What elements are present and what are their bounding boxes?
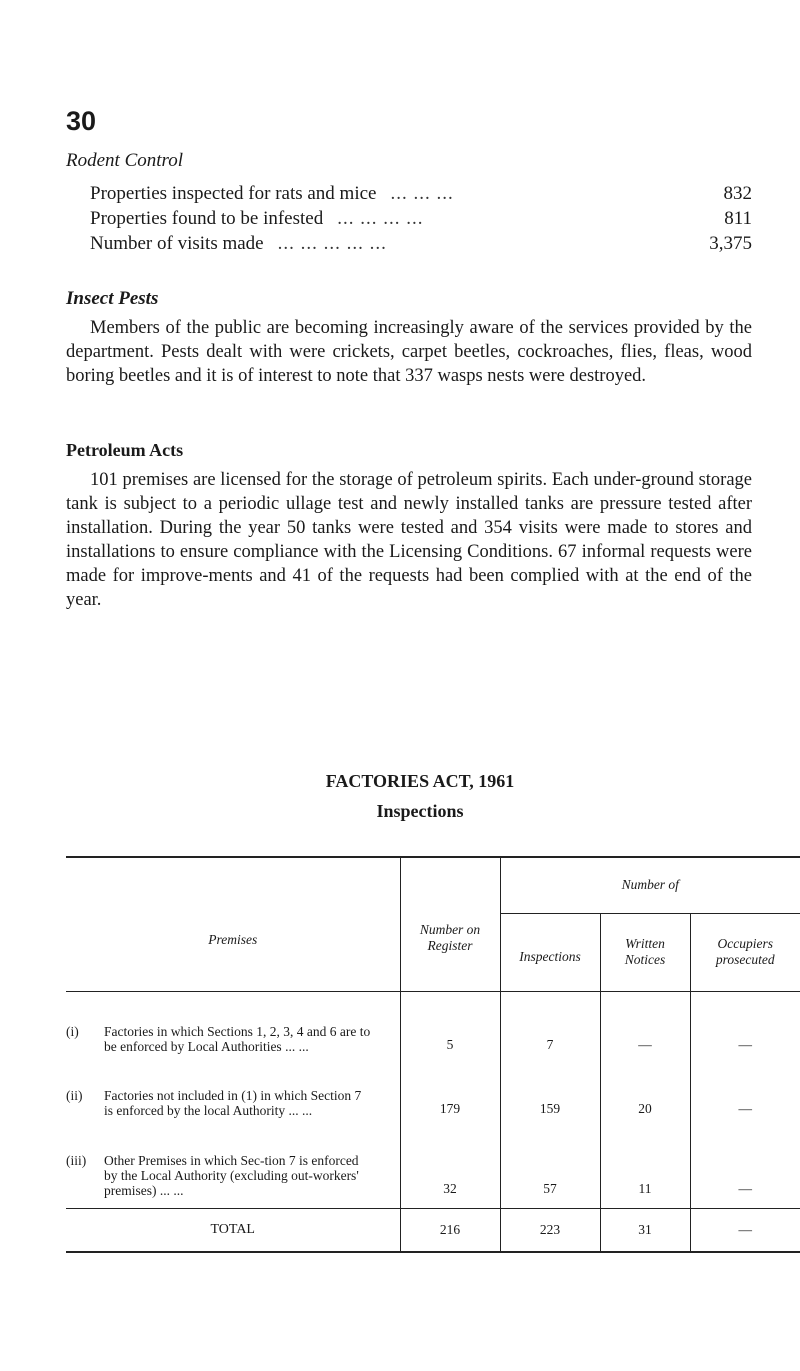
- col-header-prosecuted: Occupiers prosecuted: [690, 913, 800, 991]
- stat-row: [90, 183, 752, 205]
- row-number: (ii): [66, 1088, 83, 1103]
- notices-cell: 20: [600, 1056, 690, 1120]
- notices-cell: 11: [600, 1120, 690, 1209]
- table-row: [66, 1120, 800, 1209]
- premises-cell: [66, 992, 400, 1057]
- rodent-control-heading: Rodent Control: [66, 150, 183, 171]
- prosecuted-cell: —: [690, 1120, 800, 1209]
- row-number: (i): [66, 1024, 79, 1039]
- inspections-cell: 57: [500, 1120, 600, 1209]
- stat-label: Number of visits made: [90, 233, 264, 254]
- stat-value: 811: [724, 208, 752, 229]
- col-header-register: Number on Register: [400, 857, 500, 992]
- premises-cell: [66, 1056, 400, 1120]
- notices-cell: —: [600, 992, 690, 1057]
- inspections-table-wrap: [66, 856, 800, 1253]
- register-cell: 32: [400, 1120, 500, 1209]
- stat-row: [90, 208, 752, 230]
- prosecuted-cell: —: [738, 1101, 752, 1116]
- total-prosecuted: —: [690, 1209, 800, 1253]
- premises-cell: [66, 1120, 400, 1209]
- stat-label: Properties found to be infested: [90, 208, 324, 229]
- table-row: [66, 992, 800, 1057]
- leader-dots: ... ... ...: [390, 183, 454, 204]
- row-number: (iii): [66, 1153, 87, 1168]
- inspections-subtitle: Inspections: [376, 801, 464, 821]
- total-inspections: 223: [500, 1209, 600, 1253]
- premises-description: Other Premises in which Sec-tion 7 is enforced by the Local Authority (excluding out-workers' premises) ... ...: [104, 1153, 359, 1198]
- register-cell: 179: [400, 1056, 500, 1120]
- stat-value: 3,375: [709, 233, 752, 254]
- table-row: [66, 1056, 800, 1120]
- stat-value: 832: [723, 183, 752, 204]
- insect-pests-paragraph: Members of the public are becoming increasingly aware of the services provided by the department. Pests dealt with were crickets, carpet beetles, cockroaches, flies, fleas, wood boring beetles and it is of interest to note that 337 wasps nests were destroyed.: [66, 318, 752, 386]
- col-header-inspections: Inspections: [500, 913, 600, 991]
- col-header-notices: Written Notices: [600, 913, 690, 991]
- insect-pests-heading: Insect Pests: [66, 288, 159, 309]
- total-register: 216: [400, 1209, 500, 1253]
- petroleum-acts-paragraph: 101 premises are licensed for the storage of petroleum spirits. Each under-ground storage tank is subject to a periodic ullage test and newly installed tanks are pressure tested after installation. During the year 50 tanks were tested and 354 visits were made to stores and installations to ensure compliance with the Licensing Conditions. 67 informal requests were made for improve-ments and 41 of the requests had been complied with at the end of the year.: [66, 470, 752, 610]
- factories-act-title: FACTORIES ACT, 1961: [325, 771, 515, 791]
- premises-description: Factories not included in (1) in which Section 7 is enforced by the local Authority ... ...: [104, 1088, 362, 1118]
- inspections-cell: 7: [500, 992, 600, 1057]
- inspections-table: [66, 856, 800, 1253]
- leader-dots: ... ... ... ...: [337, 208, 424, 229]
- petroleum-acts-heading: Petroleum Acts: [66, 440, 184, 460]
- premises-description: Factories in which Sections 1, 2, 3, 4 and 6 are to be enforced by Local Authorities ... ...: [104, 1024, 371, 1054]
- col-header-number-of: Number of: [500, 857, 800, 913]
- prosecuted-cell: —: [738, 1037, 752, 1052]
- total-label: TOTAL: [66, 1209, 400, 1253]
- register-cell: 5: [400, 992, 500, 1057]
- col-header-premises: Premises: [66, 857, 400, 992]
- leader-dots: ... ... ... ... ...: [277, 233, 387, 254]
- page-number: 30: [66, 106, 97, 136]
- stat-label: Properties inspected for rats and mice: [90, 183, 377, 204]
- total-row: [66, 1209, 800, 1253]
- inspections-cell: 159: [500, 1056, 600, 1120]
- total-notices: 31: [600, 1209, 690, 1253]
- stat-row: [90, 233, 752, 255]
